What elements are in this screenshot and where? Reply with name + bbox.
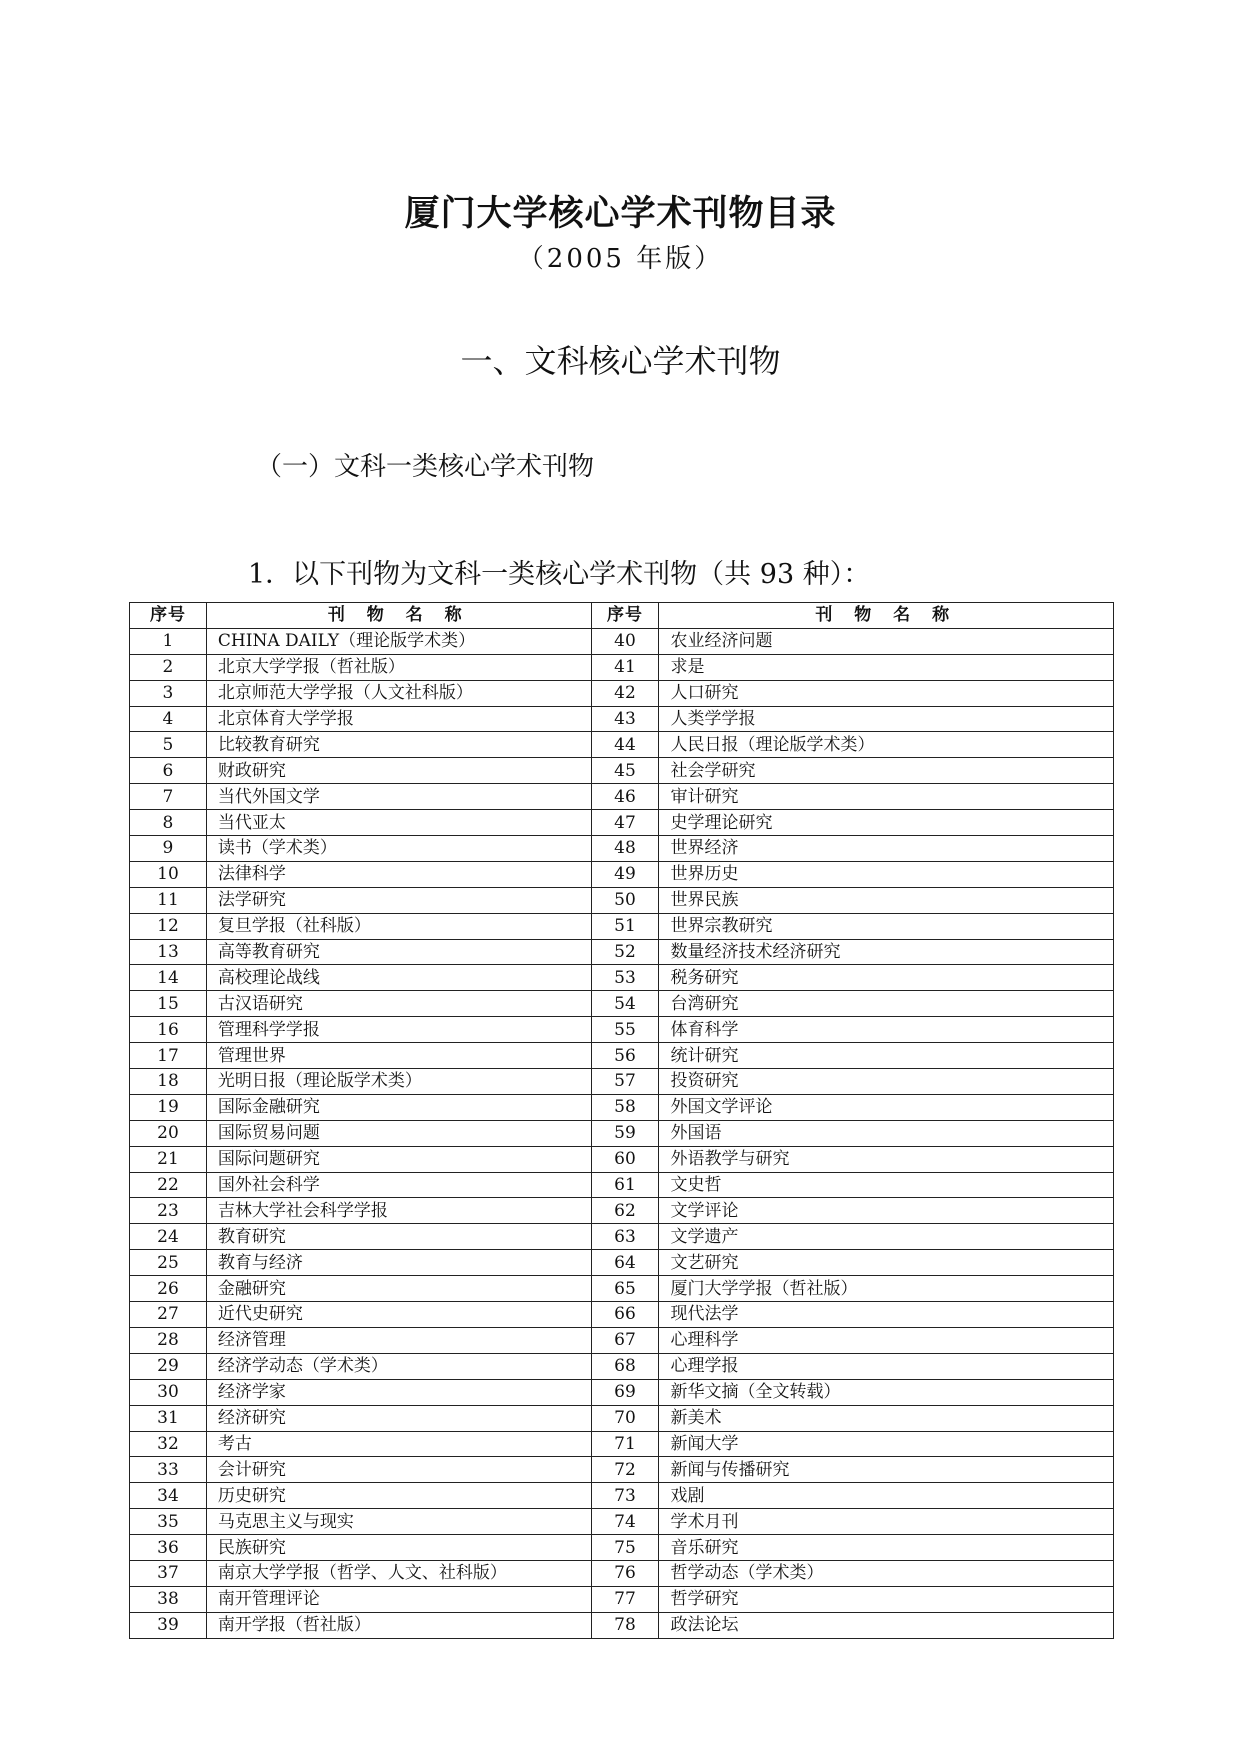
journal-name: 新闻大学 [659,1431,1114,1457]
journal-name: 近代史研究 [206,1302,591,1328]
journal-index: 77 [591,1586,659,1612]
journal-index: 56 [591,1043,659,1069]
journal-index: 78 [591,1612,659,1638]
journal-name: 投资研究 [659,1069,1114,1095]
table-row [130,1327,1114,1353]
table-row [130,1146,1114,1172]
table-row [130,965,1114,991]
journal-index: 71 [591,1431,659,1457]
journal-index: 59 [591,1120,659,1146]
journal-index: 29 [130,1353,207,1379]
table-row [130,913,1114,939]
journal-name: 当代外国文学 [206,784,591,810]
journal-name: 外国语 [659,1120,1114,1146]
journal-name: 税务研究 [659,965,1114,991]
journal-index: 38 [130,1586,207,1612]
journal-name: 光明日报（理论版学术类） [206,1069,591,1095]
journal-name: 读书（学术类） [206,836,591,862]
journal-index: 27 [130,1302,207,1328]
journal-name: 马克思主义与现实 [206,1509,591,1535]
journal-name: 复旦学报（社科版） [206,913,591,939]
journal-name: 经济学动态（学术类） [206,1353,591,1379]
journal-name: 社会学研究 [659,758,1114,784]
journal-index: 75 [591,1535,659,1561]
table-row [130,732,1114,758]
edition-label: （2005 年版） [517,244,724,274]
header-name-left: 刊 物 名 称 [206,603,591,629]
journal-index: 67 [591,1327,659,1353]
journal-name: 新华文摘（全文转载） [659,1379,1114,1405]
journal-index: 31 [130,1405,207,1431]
journal-name: 人类学学报 [659,706,1114,732]
journal-index: 70 [591,1405,659,1431]
journal-index: 9 [130,836,207,862]
journal-name: 财政研究 [206,758,591,784]
journal-name: 法律科学 [206,861,591,887]
journal-name: 北京体育大学学报 [206,706,591,732]
document-title: 厦门大学核心学术刊物目录 [404,194,837,234]
journal-name: 国际问题研究 [206,1146,591,1172]
table-row [130,628,1114,654]
journal-index: 48 [591,836,659,862]
journal-index: 68 [591,1353,659,1379]
journal-index: 4 [130,706,207,732]
table-row [130,810,1114,836]
table-row [130,1560,1114,1586]
journal-name: 经济学家 [206,1379,591,1405]
table-header-row [130,603,1114,629]
journal-index: 36 [130,1535,207,1561]
journal-name: 法学研究 [206,887,591,913]
journal-name: 考古 [206,1431,591,1457]
journal-index: 58 [591,1094,659,1120]
journal-index: 73 [591,1483,659,1509]
table-row [130,861,1114,887]
journal-name: 国际贸易问题 [206,1120,591,1146]
intro-text: 1．以下刊物为文科一类核心学术刊物（共 93 种）： [248,559,871,590]
journal-name: 世界历史 [659,861,1114,887]
journal-index: 35 [130,1509,207,1535]
journal-index: 63 [591,1224,659,1250]
table-row [130,887,1114,913]
journal-name: 经济管理 [206,1327,591,1353]
journal-table [129,602,1114,1639]
journal-index: 19 [130,1094,207,1120]
journal-name: 经济研究 [206,1405,591,1431]
journal-name: 管理世界 [206,1043,591,1069]
journal-index: 24 [130,1224,207,1250]
journal-index: 62 [591,1198,659,1224]
table-row [130,1353,1114,1379]
table-row [130,1509,1114,1535]
journal-name: 国际金融研究 [206,1094,591,1120]
table-row [130,1483,1114,1509]
journal-index: 69 [591,1379,659,1405]
journal-index: 23 [130,1198,207,1224]
table-row [130,991,1114,1017]
table-row [130,1198,1114,1224]
header-index-right: 序号 [591,603,659,629]
journal-index: 60 [591,1146,659,1172]
table-row [130,1535,1114,1561]
journal-name: 教育研究 [206,1224,591,1250]
table-row [130,1120,1114,1146]
journal-index: 43 [591,706,659,732]
journal-name: 外国文学评论 [659,1094,1114,1120]
table-body [130,628,1114,1638]
journal-name: 心理学报 [659,1353,1114,1379]
table-row [130,836,1114,862]
table-row [130,1069,1114,1095]
journal-name: 体育科学 [659,1017,1114,1043]
journal-name: 古汉语研究 [206,991,591,1017]
table-row [130,939,1114,965]
journal-name: 南京大学学报（哲学、人文、社科版） [206,1560,591,1586]
journal-index: 34 [130,1483,207,1509]
table-row [130,784,1114,810]
journal-index: 40 [591,628,659,654]
journal-name: 农业经济问题 [659,628,1114,654]
journal-index: 5 [130,732,207,758]
journal-index: 11 [130,887,207,913]
journal-index: 74 [591,1509,659,1535]
section-heading: 一、文科核心学术刊物 [460,342,781,380]
journal-name: 管理科学学报 [206,1017,591,1043]
journal-name: 北京大学学报（哲社版） [206,654,591,680]
journal-index: 14 [130,965,207,991]
journal-index: 16 [130,1017,207,1043]
journal-name: 新闻与传播研究 [659,1457,1114,1483]
journal-name: 民族研究 [206,1535,591,1561]
journal-index: 8 [130,810,207,836]
journal-index: 3 [130,680,207,706]
journal-name: 音乐研究 [659,1535,1114,1561]
journal-index: 42 [591,680,659,706]
journal-name: 学术月刊 [659,1509,1114,1535]
journal-name: 当代亚太 [206,810,591,836]
journal-name: 文学遗产 [659,1224,1114,1250]
table-row [130,654,1114,680]
journal-name: 文艺研究 [659,1250,1114,1276]
journal-name: 现代法学 [659,1302,1114,1328]
journal-index: 47 [591,810,659,836]
journal-name: 会计研究 [206,1457,591,1483]
journal-index: 46 [591,784,659,810]
journal-index: 13 [130,939,207,965]
journal-index: 2 [130,654,207,680]
journal-name: 审计研究 [659,784,1114,810]
table-row [130,1379,1114,1405]
journal-index: 51 [591,913,659,939]
journal-index: 22 [130,1172,207,1198]
journal-name: 新美术 [659,1405,1114,1431]
journal-index: 18 [130,1069,207,1095]
journal-index: 37 [130,1560,207,1586]
journal-index: 7 [130,784,207,810]
journal-index: 55 [591,1017,659,1043]
table-row [130,1017,1114,1043]
journal-name: 人民日报（理论版学术类） [659,732,1114,758]
journal-name: 南开学报（哲社版） [206,1612,591,1638]
table-row [130,1405,1114,1431]
journal-index: 1 [130,628,207,654]
journal-index: 21 [130,1146,207,1172]
journal-name: 厦门大学学报（哲社版） [659,1276,1114,1302]
table-row [130,680,1114,706]
table-row [130,1431,1114,1457]
journal-index: 52 [591,939,659,965]
journal-index: 44 [591,732,659,758]
table-row [130,1043,1114,1069]
journal-index: 53 [591,965,659,991]
journal-name: 台湾研究 [659,991,1114,1017]
table-row [130,1094,1114,1120]
journal-index: 49 [591,861,659,887]
journal-name: 金融研究 [206,1276,591,1302]
journal-index: 50 [591,887,659,913]
journal-name: 历史研究 [206,1483,591,1509]
journal-name: 文史哲 [659,1172,1114,1198]
journal-name: 文学评论 [659,1198,1114,1224]
header-name-right: 刊 物 名 称 [659,603,1114,629]
journal-name: 外语教学与研究 [659,1146,1114,1172]
journal-name: 心理科学 [659,1327,1114,1353]
journal-name: 戏剧 [659,1483,1114,1509]
journal-index: 45 [591,758,659,784]
journal-name: 比较教育研究 [206,732,591,758]
table-row [130,1172,1114,1198]
journal-index: 15 [130,991,207,1017]
journal-name: 国外社会科学 [206,1172,591,1198]
journal-name: 统计研究 [659,1043,1114,1069]
journal-name: CHINA DAILY（理论版学术类） [206,628,591,654]
table-row [130,1457,1114,1483]
journal-index: 12 [130,913,207,939]
journal-name: 数量经济技术经济研究 [659,939,1114,965]
table-row [130,1586,1114,1612]
table-row [130,1250,1114,1276]
journal-index: 28 [130,1327,207,1353]
journal-name: 教育与经济 [206,1250,591,1276]
journal-name: 求是 [659,654,1114,680]
journal-name: 哲学动态（学术类） [659,1560,1114,1586]
table-row [130,758,1114,784]
journal-index: 26 [130,1276,207,1302]
journal-index: 61 [591,1172,659,1198]
journal-index: 6 [130,758,207,784]
journal-index: 30 [130,1379,207,1405]
journal-name: 高等教育研究 [206,939,591,965]
journal-name: 世界宗教研究 [659,913,1114,939]
journal-index: 54 [591,991,659,1017]
journal-name: 世界民族 [659,887,1114,913]
header-index-left: 序号 [130,603,207,629]
journal-index: 10 [130,861,207,887]
journal-name: 吉林大学社会科学学报 [206,1198,591,1224]
journal-index: 39 [130,1612,207,1638]
journal-name: 高校理论战线 [206,965,591,991]
table-row [130,1302,1114,1328]
journal-name: 北京师范大学学报（人文社科版） [206,680,591,706]
journal-index: 41 [591,654,659,680]
subsection-heading: （一）文科一类核心学术刊物 [256,452,595,482]
journal-index: 25 [130,1250,207,1276]
journal-index: 20 [130,1120,207,1146]
journal-name: 史学理论研究 [659,810,1114,836]
journal-index: 66 [591,1302,659,1328]
journal-name: 政法论坛 [659,1612,1114,1638]
journal-index: 32 [130,1431,207,1457]
journal-name: 南开管理评论 [206,1586,591,1612]
table-row [130,706,1114,732]
journal-name: 哲学研究 [659,1586,1114,1612]
table-row [130,1612,1114,1638]
table-row [130,1276,1114,1302]
journal-index: 57 [591,1069,659,1095]
journal-index: 76 [591,1560,659,1586]
journal-index: 64 [591,1250,659,1276]
journal-name: 世界经济 [659,836,1114,862]
journal-index: 72 [591,1457,659,1483]
journal-index: 17 [130,1043,207,1069]
journal-index: 33 [130,1457,207,1483]
journal-name: 人口研究 [659,680,1114,706]
journal-index: 65 [591,1276,659,1302]
table-row [130,1224,1114,1250]
